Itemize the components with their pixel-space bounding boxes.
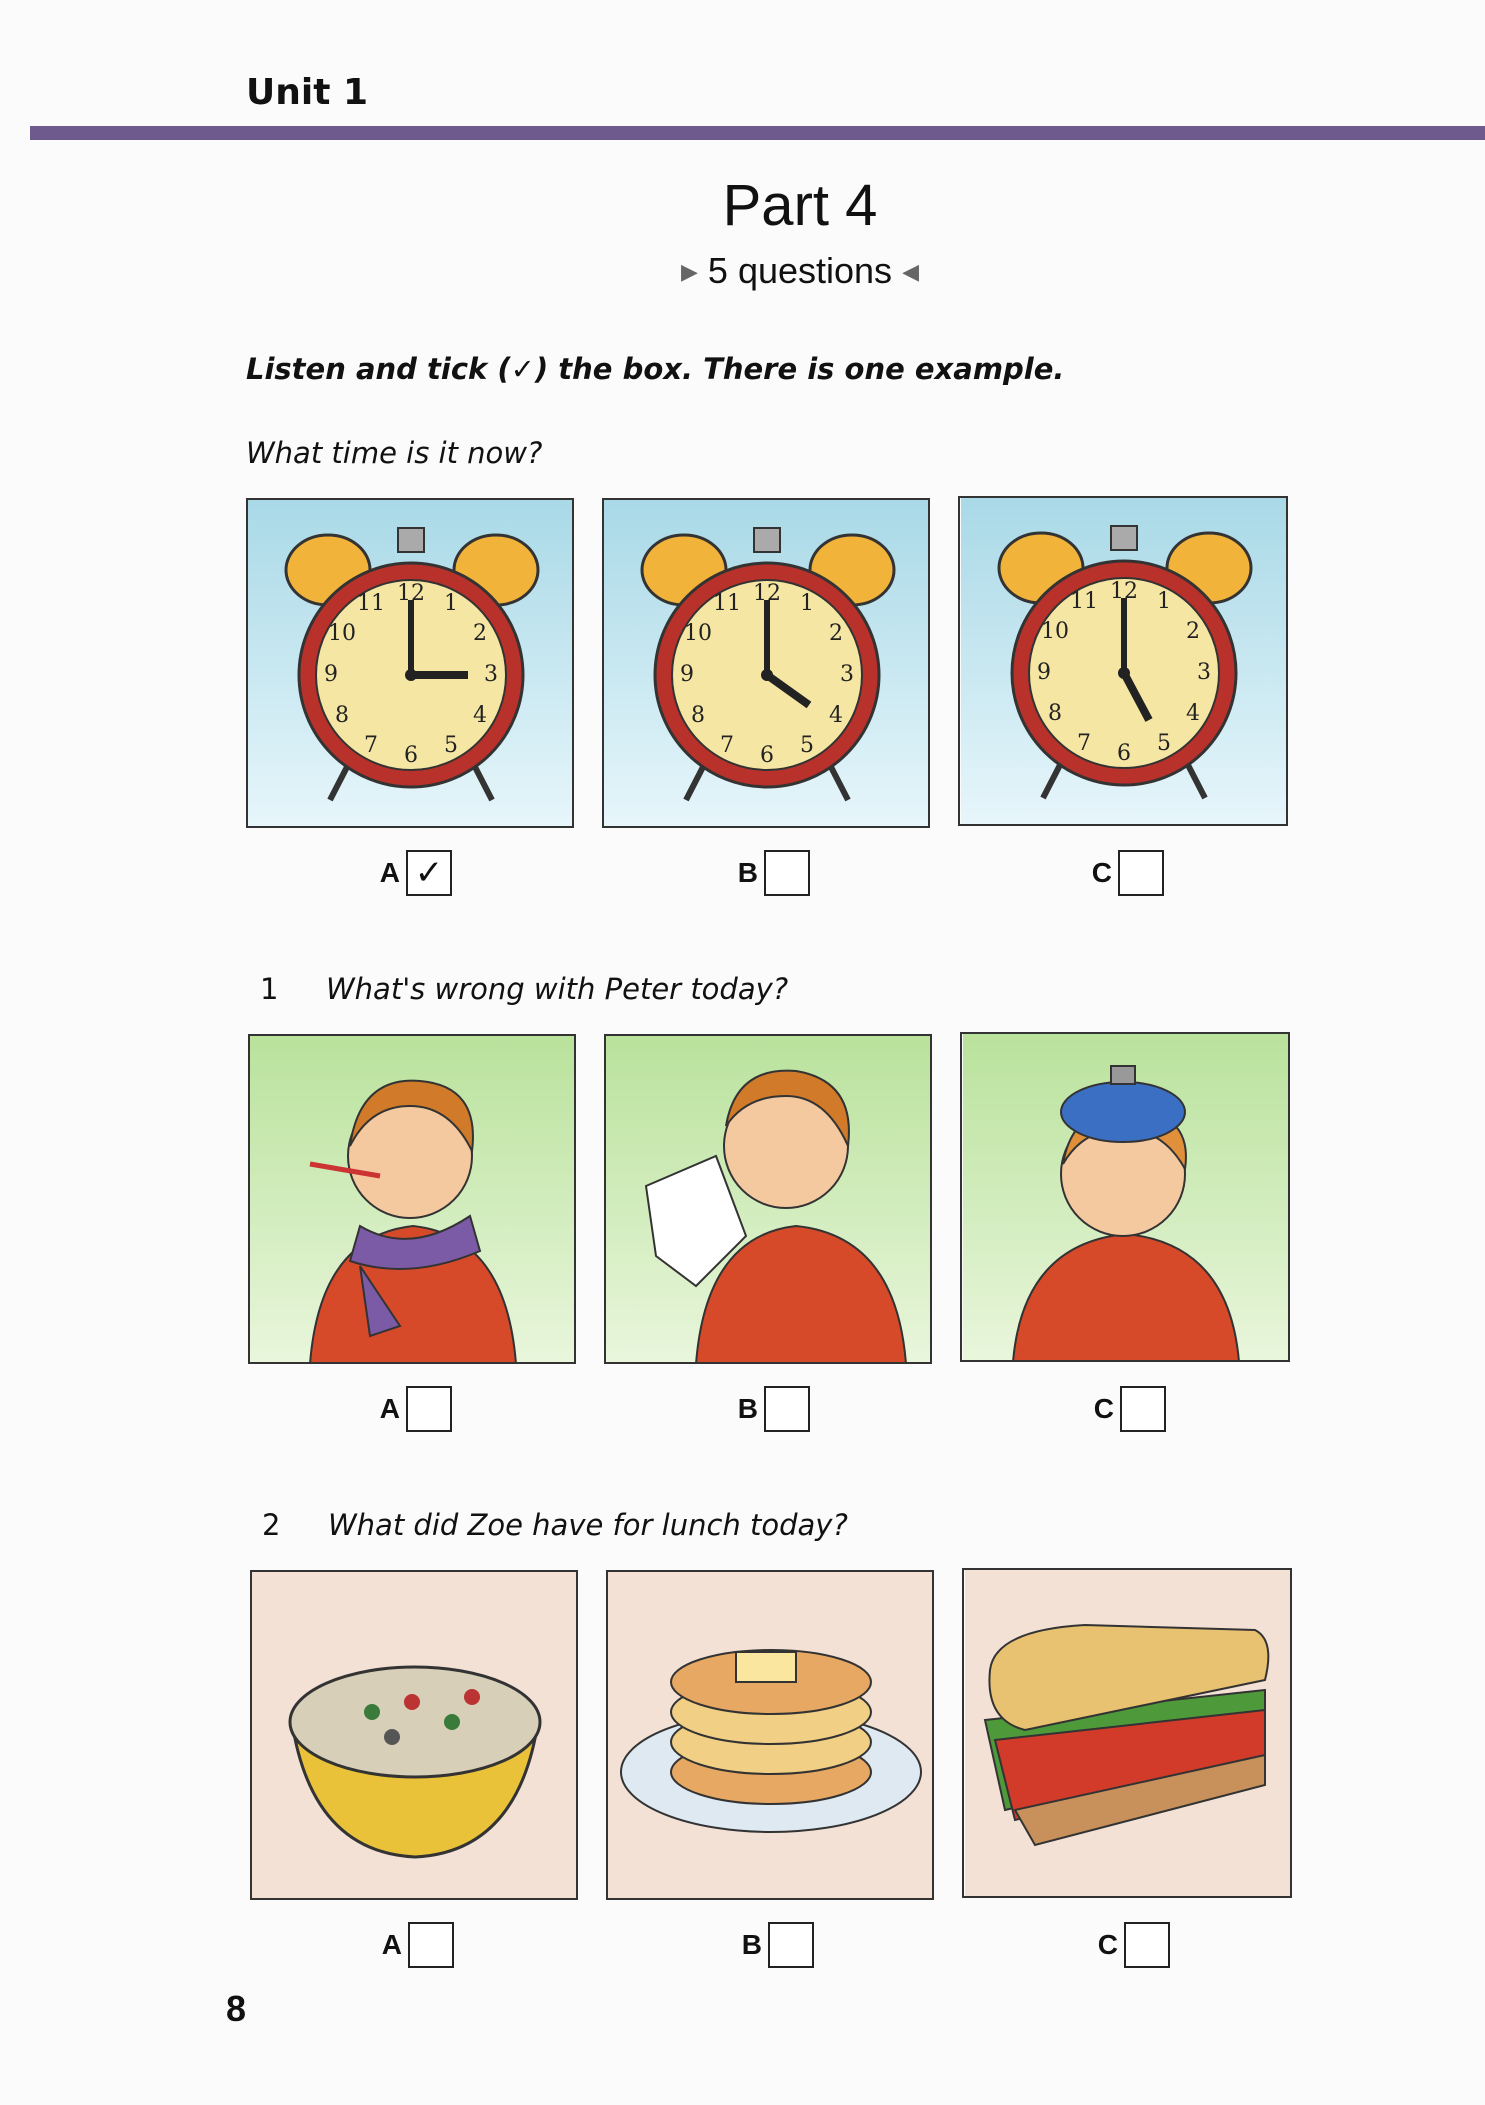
alarm-clock-three-oclock-icon <box>248 500 574 828</box>
option-letter: C <box>1093 1393 1114 1424</box>
svg-text:3: 3 <box>840 662 854 687</box>
tick-box[interactable] <box>408 1922 454 1968</box>
q1-option-c[interactable] <box>1086 1386 1166 1432</box>
header-rule <box>30 126 1485 140</box>
tick-box[interactable] <box>764 1386 810 1432</box>
example-option-c[interactable] <box>1084 850 1164 896</box>
q2-picture-a <box>250 1570 578 1900</box>
svg-text:7: 7 <box>364 733 378 758</box>
svg-text:11: 11 <box>357 591 385 616</box>
question-text: What's wrong with Peter today? <box>326 972 789 1006</box>
svg-text:11: 11 <box>713 591 741 616</box>
subtitle-text: 5 questions <box>707 250 893 291</box>
option-letter: A <box>379 1393 400 1424</box>
boy-with-headache-icon <box>962 1034 1290 1362</box>
svg-text:4: 4 <box>473 703 487 728</box>
q1-picture-b <box>604 1034 932 1364</box>
svg-text:2: 2 <box>829 621 843 646</box>
svg-text:1: 1 <box>444 591 458 616</box>
q2-option-c[interactable] <box>1090 1922 1170 1968</box>
tick-box[interactable] <box>1120 1386 1166 1432</box>
unit-label: Unit 1 <box>246 72 368 113</box>
svg-text:1: 1 <box>800 591 814 616</box>
svg-text:3: 3 <box>484 662 498 687</box>
svg-text:11: 11 <box>1070 589 1098 614</box>
svg-text:6: 6 <box>1117 741 1131 766</box>
pancakes-icon <box>608 1572 934 1900</box>
svg-text:12: 12 <box>397 581 425 606</box>
option-letter: C <box>1091 857 1112 888</box>
tick-box[interactable]: ✓ <box>406 850 452 896</box>
example-option-b[interactable] <box>730 850 810 896</box>
svg-text:10: 10 <box>684 621 712 646</box>
svg-text:8: 8 <box>1048 701 1062 726</box>
svg-text:7: 7 <box>1077 731 1091 756</box>
option-letter: B <box>741 1929 762 1960</box>
part-title: Part 4 <box>722 173 878 238</box>
option-letter: B <box>737 1393 758 1424</box>
svg-text:3: 3 <box>1197 660 1211 685</box>
svg-text:7: 7 <box>720 733 734 758</box>
q2-option-a[interactable] <box>374 1922 454 1968</box>
svg-text:6: 6 <box>404 743 418 768</box>
example-question: What time is it now? <box>246 436 543 470</box>
svg-text:8: 8 <box>335 703 349 728</box>
svg-text:9: 9 <box>324 662 338 687</box>
q1-picture-c <box>960 1032 1290 1362</box>
q1-option-a[interactable] <box>372 1386 452 1432</box>
question-number: 1 <box>260 972 279 1006</box>
triangle-right-icon: ▶ <box>680 259 698 284</box>
svg-text:8: 8 <box>691 703 705 728</box>
option-letter: C <box>1097 1929 1118 1960</box>
tick-box[interactable] <box>764 850 810 896</box>
triangle-left-icon: ◀ <box>902 259 919 284</box>
example-option-a[interactable] <box>372 850 452 896</box>
svg-text:5: 5 <box>800 733 814 758</box>
tick-box[interactable] <box>768 1922 814 1968</box>
q2-picture-b <box>606 1570 934 1900</box>
svg-text:5: 5 <box>1157 731 1171 756</box>
svg-text:2: 2 <box>1186 619 1200 644</box>
alarm-clock-four-oclock-icon <box>604 500 930 828</box>
svg-text:10: 10 <box>328 621 356 646</box>
q2-option-b[interactable] <box>734 1922 814 1968</box>
option-letter: A <box>381 1929 402 1960</box>
svg-text:9: 9 <box>680 662 694 687</box>
example-picture-b <box>602 498 930 828</box>
question-text: What did Zoe have for lunch today? <box>328 1508 848 1542</box>
q2-picture-c <box>962 1568 1292 1898</box>
question-number: 2 <box>262 1508 281 1542</box>
svg-text:5: 5 <box>444 733 458 758</box>
page-number: 8 <box>226 1988 247 2029</box>
alarm-clock-five-oclock-icon <box>960 498 1288 826</box>
example-picture-c <box>958 496 1288 826</box>
svg-text:12: 12 <box>1110 579 1138 604</box>
svg-text:10: 10 <box>1041 619 1069 644</box>
boy-with-thermometer-icon <box>250 1036 576 1364</box>
option-letter: B <box>737 857 758 888</box>
boy-sneezing-icon <box>606 1036 932 1364</box>
svg-text:4: 4 <box>829 703 843 728</box>
svg-text:1: 1 <box>1157 589 1171 614</box>
option-letter: A <box>379 857 400 888</box>
q1-option-b[interactable] <box>730 1386 810 1432</box>
svg-text:2: 2 <box>473 621 487 646</box>
svg-text:4: 4 <box>1186 701 1200 726</box>
svg-text:12: 12 <box>753 581 781 606</box>
tick-box[interactable] <box>406 1386 452 1432</box>
example-picture-a <box>246 498 574 828</box>
pasta-salad-bowl-icon <box>252 1572 578 1900</box>
sandwich-icon <box>964 1570 1292 1898</box>
svg-text:9: 9 <box>1037 660 1051 685</box>
q1-picture-a <box>248 1034 576 1364</box>
instructions: Listen and tick (✓) the box. There is one example. <box>246 352 1065 386</box>
svg-text:6: 6 <box>760 743 774 768</box>
tick-box[interactable] <box>1118 850 1164 896</box>
tick-box[interactable] <box>1124 1922 1170 1968</box>
subtitle <box>0 250 1485 292</box>
